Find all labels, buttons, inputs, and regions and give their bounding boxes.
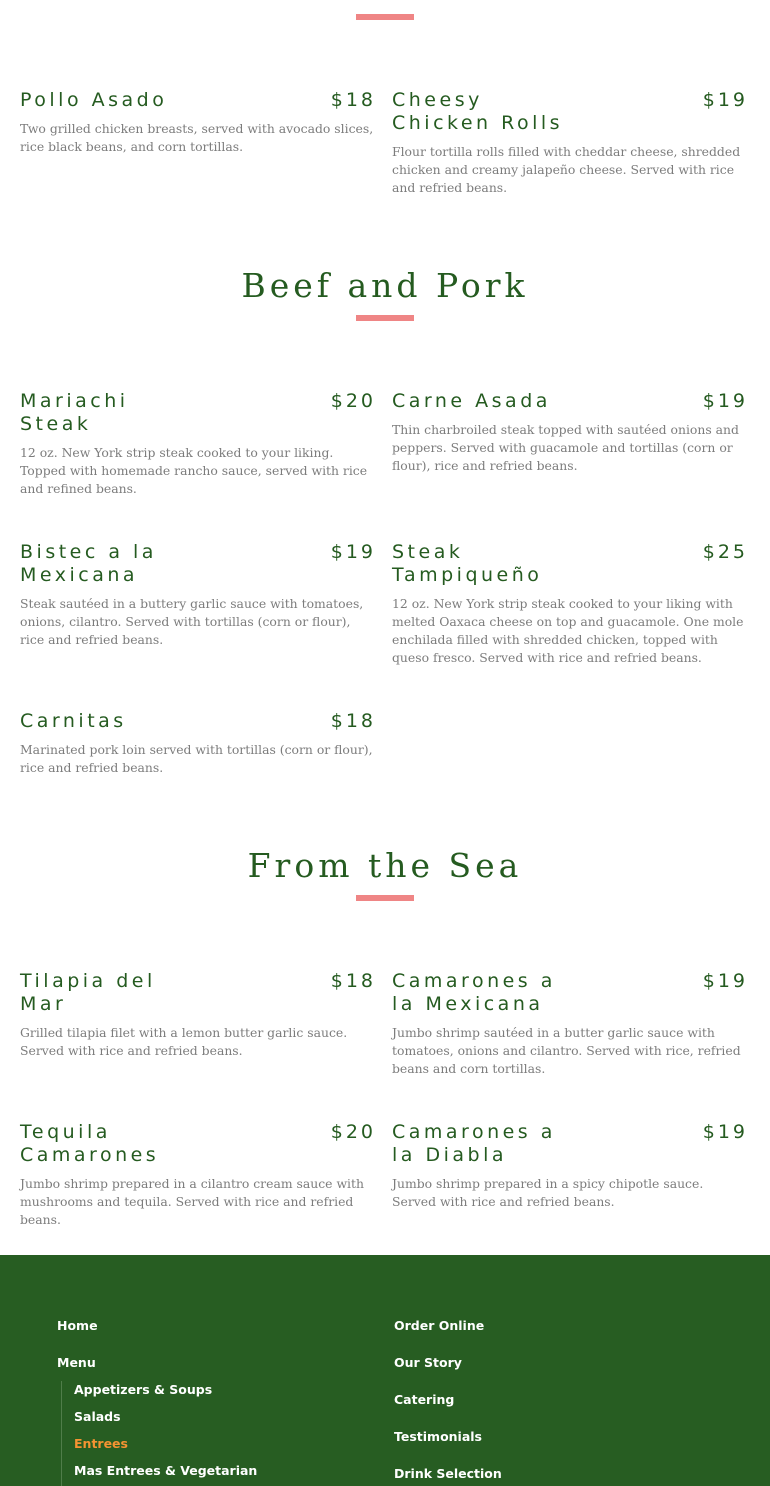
menu-item-name: Camarones a la Diabla: [392, 1121, 556, 1166]
menu-item-description: Marinated pork loin served with tortillas (corn or flour), rice and refried beans.: [20, 742, 373, 775]
menu-item-name: Camarones a la Mexicana: [392, 970, 556, 1015]
menu-item-name: Mariachi Steak: [20, 390, 129, 435]
menu-item-price: $18: [330, 970, 376, 992]
menu-item-name: Tilapia del Mar: [20, 970, 156, 1015]
menu-item-cheesy-chicken-rolls: [392, 89, 748, 197]
menu-item-description: Thin charbroiled steak topped with sautéed onions and peppers. Served with guacamole and tortillas (corn or flour), rice and refried beans.: [392, 422, 739, 473]
menu-item-mariachi-steak: [20, 390, 376, 498]
footer-sublink-salads[interactable]: Salads: [74, 1409, 121, 1424]
menu-item-price: $20: [330, 390, 376, 412]
menu-item-name: Carne Asada: [392, 390, 551, 412]
menu-item-price: $19: [702, 1121, 748, 1143]
menu-item-name: Steak Tampiqueño: [392, 541, 543, 586]
menu-item-name: Tequila Camarones: [20, 1121, 160, 1166]
menu-item-camarones-a-la-mexicana: [392, 970, 748, 1078]
footer-link-menu[interactable]: Menu: [57, 1355, 96, 1370]
menu-item-name: Cheesy Chicken Rolls: [392, 89, 564, 134]
section-divider-accent: [356, 895, 414, 901]
menu-item-name: Pollo Asado: [20, 89, 168, 111]
section-title-from-the-sea: From the Sea: [247, 846, 523, 885]
footer-link-home[interactable]: Home: [57, 1318, 98, 1333]
site-footer: [0, 1255, 770, 1486]
footer-link-our-story[interactable]: Our Story: [394, 1355, 462, 1370]
menu-item-carne-asada: [392, 390, 748, 475]
section-divider-accent: [356, 14, 414, 20]
menu-item-description: Two grilled chicken breasts, served with avocado slices, rice black beans, and corn tortillas.: [20, 121, 374, 154]
menu-item-price: $25: [702, 541, 748, 563]
footer-link-catering[interactable]: Catering: [394, 1392, 455, 1407]
menu-item-description: Flour tortilla rolls filled with cheddar cheese, shredded chicken and creamy jalapeño cheese. Served with rice and refried beans.: [392, 144, 741, 195]
section-title-beef-and-pork: Beef and Pork: [241, 266, 529, 305]
menu-item-description: Jumbo shrimp prepared in a spicy chipotle sauce. Served with rice and refried beans.: [392, 1176, 704, 1209]
menu-item-price: $18: [330, 710, 376, 732]
menu-item-description: Jumbo shrimp sautéed in a butter garlic sauce with tomatoes, onions and cilantro. Served with rice, refried beans and corn tortillas.: [392, 1025, 741, 1076]
footer-sublink-entrees[interactable]: Entrees: [74, 1436, 128, 1451]
menu-item-name: Carnitas: [20, 710, 127, 732]
submenu-divider: [61, 1381, 62, 1486]
menu-item-price: $19: [702, 390, 748, 412]
menu-item-description: Jumbo shrimp prepared in a cilantro cream sauce with mushrooms and tequila. Served with rice and refried beans.: [20, 1176, 364, 1227]
section-divider-accent: [356, 315, 414, 321]
menu-item-camarones-a-la-diabla: [392, 1121, 748, 1211]
footer-link-testimonials[interactable]: Testimonials: [394, 1429, 483, 1444]
menu-item-description: Steak sautéed in a buttery garlic sauce with tomatoes, onions, cilantro. Served with tortillas (corn or flour), rice and refried beans.: [20, 596, 364, 647]
menu-item-description: 12 oz. New York strip steak cooked to your liking. Topped with homemade rancho sauce, served with rice and refined beans.: [20, 445, 368, 496]
menu-item-price: $18: [330, 89, 376, 111]
menu-item-price: $19: [702, 89, 748, 111]
menu-item-description: 12 oz. New York strip steak cooked to your liking with melted Oaxaca cheese on top and guacamole. One mole enchilada filled with shredded chicken, topped with queso fresco. Served with rice and refried beans.: [392, 596, 744, 665]
menu-item-price: $19: [330, 541, 376, 563]
menu-item-name: Bistec a la Mexicana: [20, 541, 157, 586]
menu-item-bistec-a-la-mexicana: [20, 541, 376, 649]
menu-item-description: Grilled tilapia filet with a lemon butter garlic sauce. Served with rice and refried beans.: [20, 1025, 348, 1058]
footer-link-drink-selection[interactable]: Drink Selection: [394, 1466, 502, 1481]
footer-link-order-online[interactable]: Order Online: [394, 1318, 485, 1333]
menu-item-steak-tampiqueno: [392, 541, 748, 667]
menu-item-price: $20: [330, 1121, 376, 1143]
footer-sublink-mas-entrees-vegetarian[interactable]: Mas Entrees & Vegetarian: [74, 1463, 258, 1478]
menu-item-tequila-camarones: [20, 1121, 376, 1229]
menu-item-price: $19: [702, 970, 748, 992]
menu-item-carnitas: [20, 710, 376, 777]
menu-item-pollo-asado: [20, 89, 376, 156]
menu-item-tilapia-del-mar: [20, 970, 376, 1060]
footer-sublink-appetizers-soups[interactable]: Appetizers & Soups: [74, 1382, 213, 1397]
